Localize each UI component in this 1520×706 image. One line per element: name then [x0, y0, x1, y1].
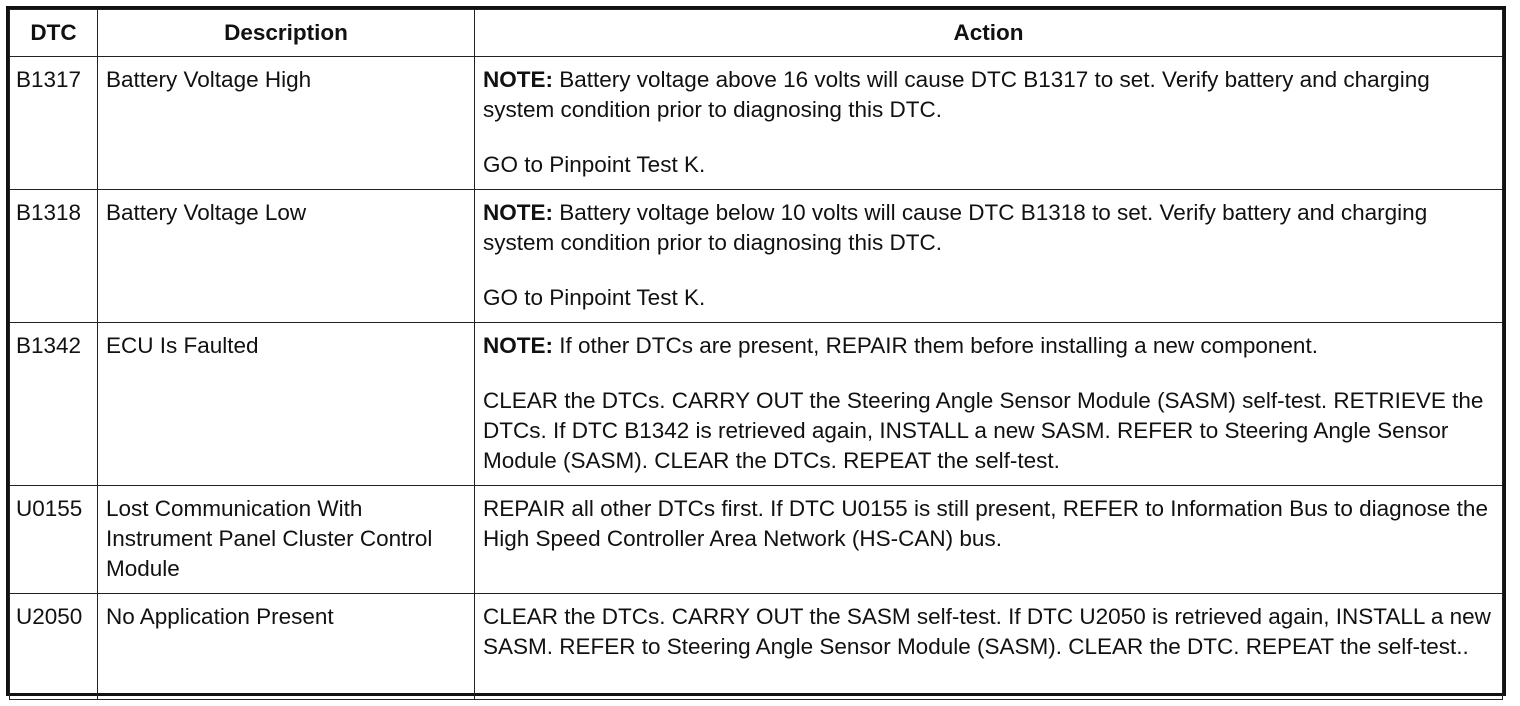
dtc-code: B1342: [10, 323, 98, 486]
dtc-table: [9, 9, 1503, 700]
dtc-action: [475, 323, 1503, 486]
note-text: Battery voltage below 10 volts will cause DTC B1318 to set. Verify battery and charging system condition prior to diagnosing this DTC.: [483, 200, 1428, 255]
dtc-action: [475, 190, 1503, 323]
table-row: [10, 57, 1503, 190]
action-text: REPAIR all other DTCs first. If DTC U0155 is still present, REFER to Information Bus to diagnose the High Speed Controller Area Network (HS-CAN) bus.: [483, 496, 1488, 551]
note-paragraph: [483, 331, 1494, 361]
action-text: CLEAR the DTCs. CARRY OUT the Steering Angle Sensor Module (SASM) self-test. RETRIEVE the DTCs. If DTC B1342 is retrieved again, INSTALL a new SASM. REFER to Steering Angle Sensor Module (SASM). CLEAR the DTCs. REPEAT the self-test.: [483, 388, 1484, 473]
dtc-action: [475, 486, 1503, 594]
dtc-code: B1317: [10, 57, 98, 190]
dtc-action: [475, 594, 1503, 700]
dtc-description: Battery Voltage High: [98, 57, 475, 190]
table-header-row: [10, 10, 1503, 57]
dtc-description: ECU Is Faulted: [98, 323, 475, 486]
note-text: Battery voltage above 16 volts will cause DTC B1317 to set. Verify battery and charging system condition prior to diagnosing this DTC.: [483, 67, 1430, 122]
dtc-action: [475, 57, 1503, 190]
note-label: NOTE:: [483, 200, 553, 225]
header-dtc: DTC: [10, 10, 98, 57]
action-text: CLEAR the DTCs. CARRY OUT the SASM self-test. If DTC U2050 is retrieved again, INSTALL a new SASM. REFER to Steering Angle Sensor Module (SASM). CLEAR the DTC. REPEAT the self-test..: [483, 604, 1491, 659]
header-description: Description: [98, 10, 475, 57]
dtc-description: Battery Voltage Low: [98, 190, 475, 323]
action-text: GO to Pinpoint Test K.: [483, 152, 706, 177]
dtc-description: No Application Present: [98, 594, 475, 700]
note-text: If other DTCs are present, REPAIR them before installing a new component.: [553, 333, 1318, 358]
dtc-table-container: [6, 6, 1506, 696]
note-paragraph: [483, 65, 1494, 125]
header-action: Action: [475, 10, 1503, 57]
note-paragraph: [483, 198, 1494, 258]
dtc-code: U2050: [10, 594, 98, 700]
table-row: [10, 486, 1503, 594]
table-row: [10, 323, 1503, 486]
table-row: [10, 594, 1503, 700]
dtc-description: Lost Communication With Instrument Panel Cluster Control Module: [98, 486, 475, 594]
note-label: NOTE:: [483, 67, 553, 92]
dtc-code: U0155: [10, 486, 98, 594]
action-text: GO to Pinpoint Test K.: [483, 285, 706, 310]
table-row: [10, 190, 1503, 323]
dtc-code: B1318: [10, 190, 98, 323]
note-label: NOTE:: [483, 333, 553, 358]
